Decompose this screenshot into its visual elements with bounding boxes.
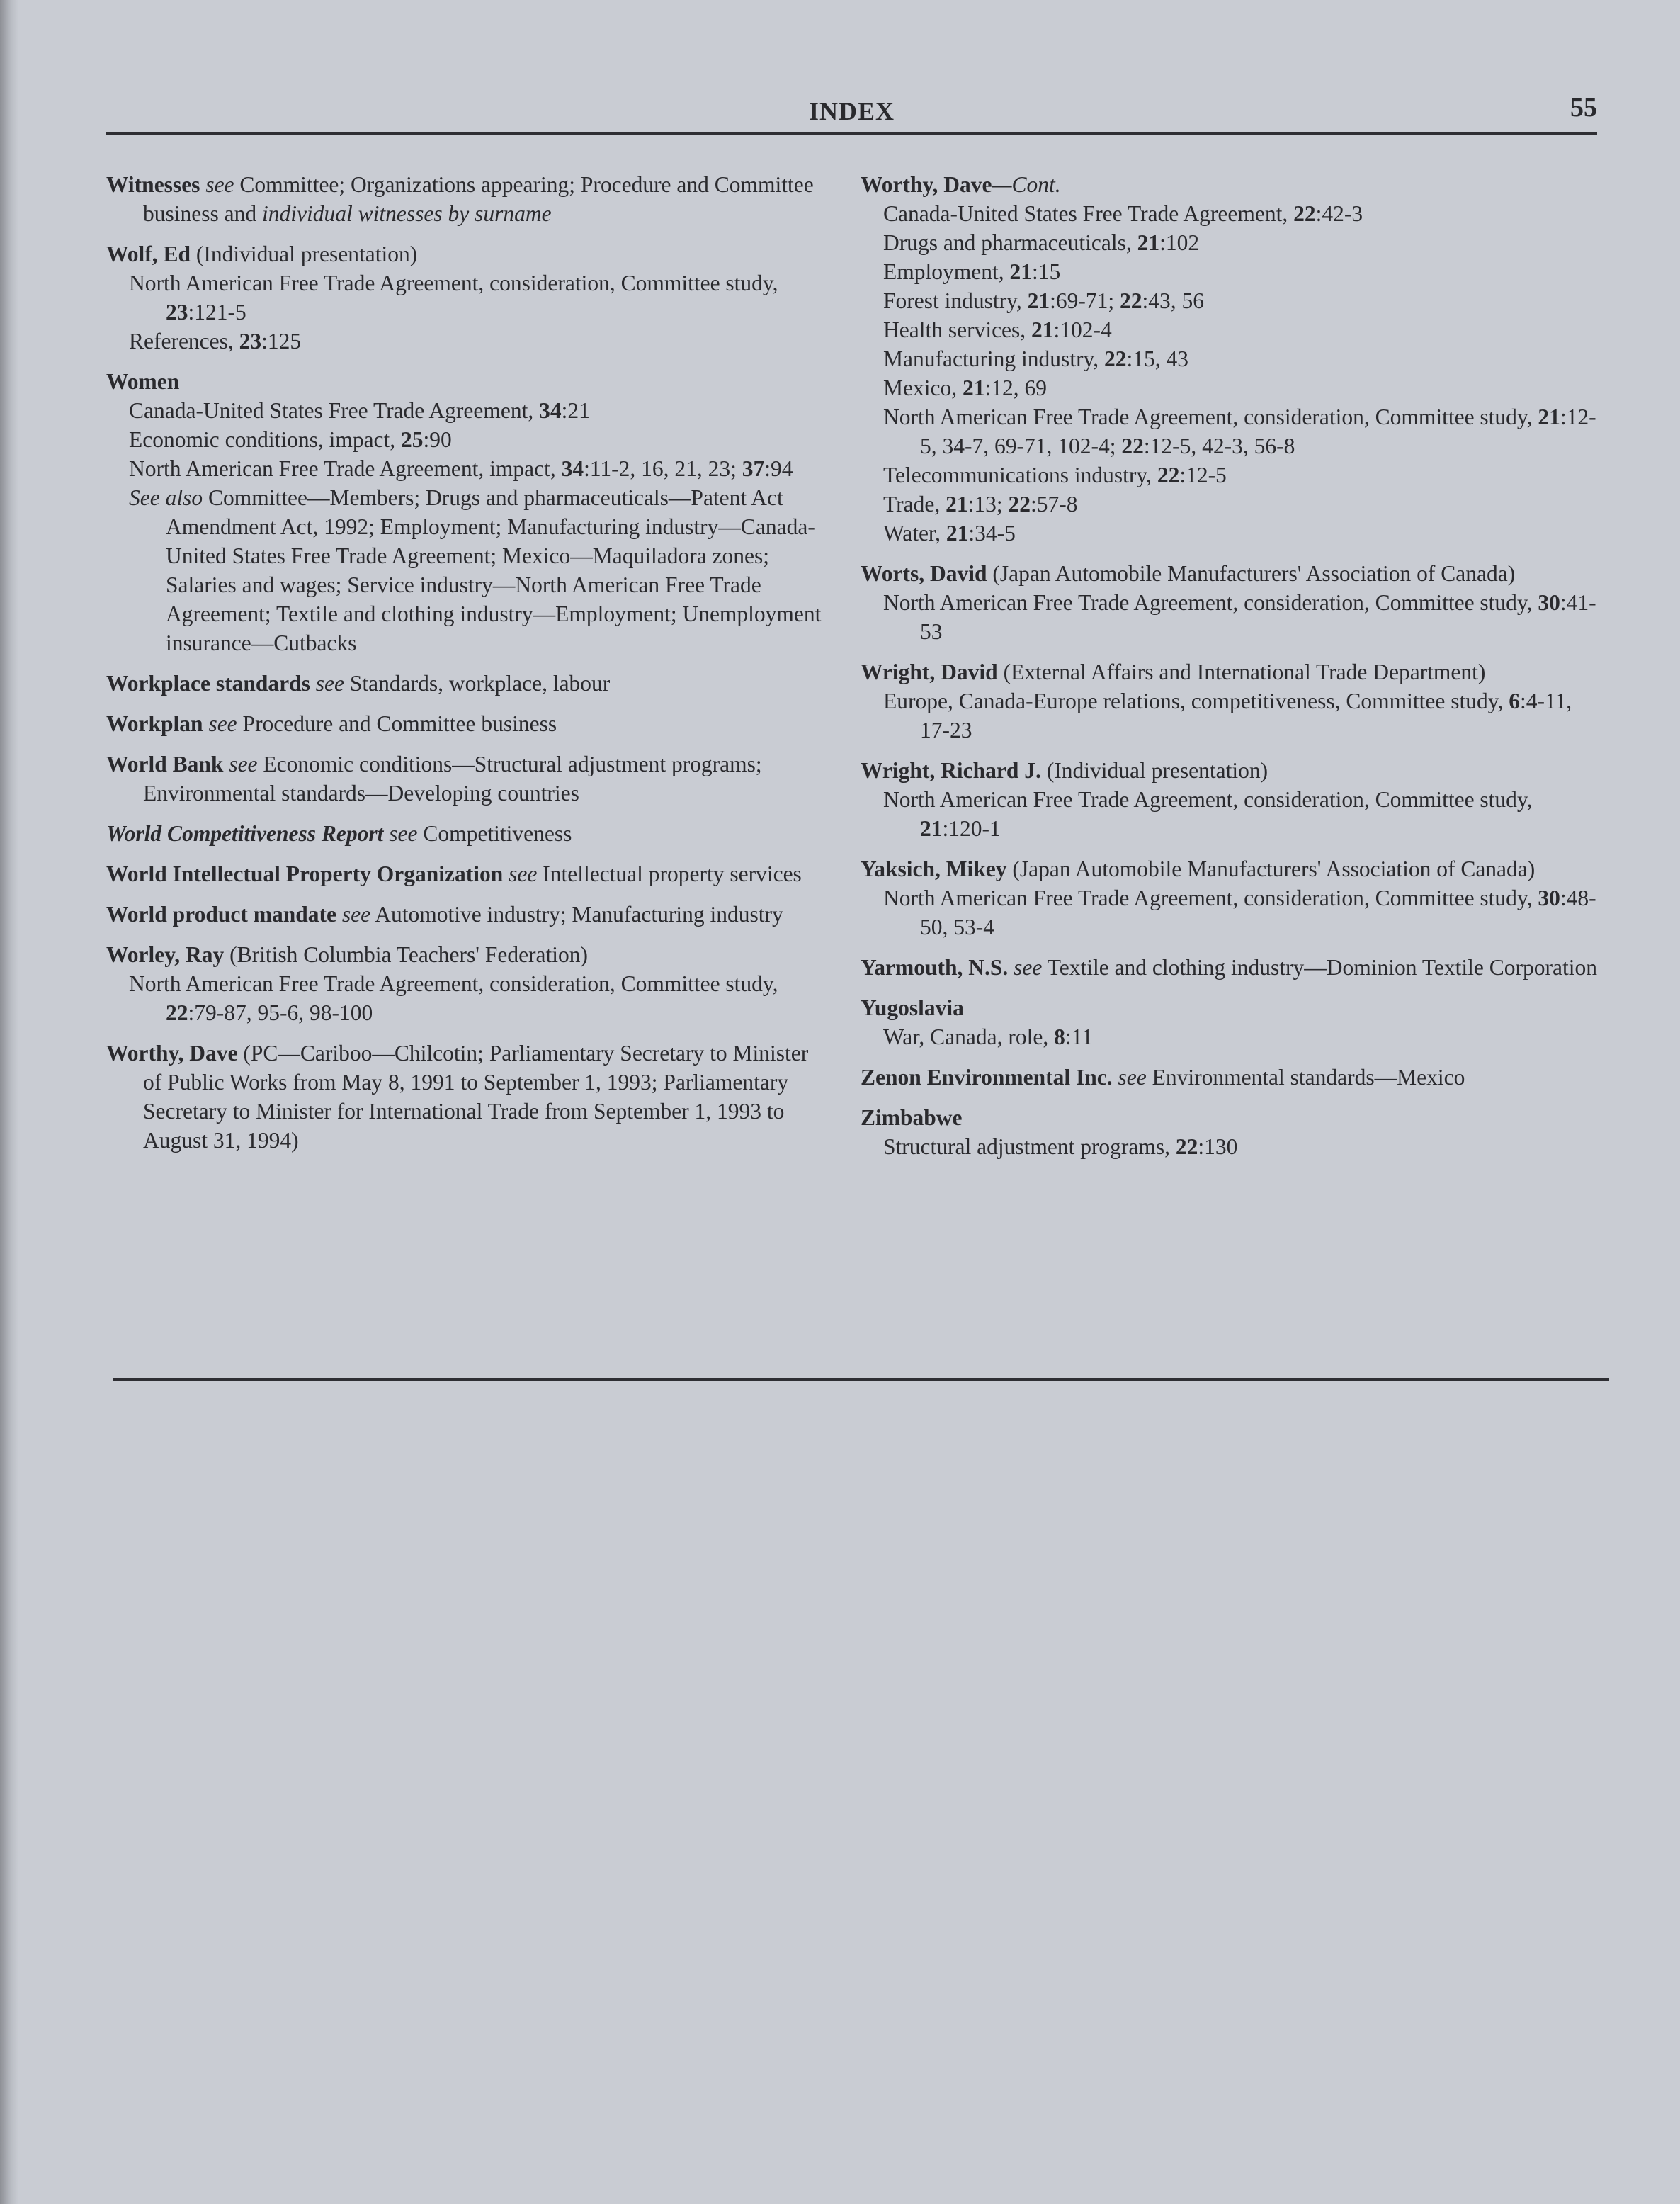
index-subentry — [106, 327, 829, 356]
index-entry — [861, 854, 1604, 942]
index-heading: Yugoslavia — [861, 995, 964, 1020]
see-label: see — [1118, 1065, 1147, 1090]
cross-reference: Textile and clothing industry—Dominion Textile Corporation — [1042, 955, 1597, 980]
cross-reference: Committee; Organizations appearing; Procedure and Committee business and — [143, 172, 814, 226]
index-entry-heading-line — [106, 170, 829, 228]
cross-reference: Automotive industry; Manufacturing industry — [370, 902, 783, 927]
index-entry — [106, 239, 829, 356]
subentry-text: Economic conditions, impact, — [129, 427, 402, 452]
issue-number: 22 — [1175, 1134, 1198, 1159]
index-subentry — [861, 490, 1604, 519]
page-reference: :57-8 — [1030, 492, 1078, 516]
index-heading: Worts, David — [861, 561, 987, 586]
index-subentry — [861, 199, 1604, 228]
issue-number: 22 — [1104, 346, 1127, 371]
index-entry-heading-line — [106, 709, 829, 738]
see-label: see — [509, 861, 538, 886]
subentry-text: Drugs and pharmaceuticals, — [883, 230, 1137, 255]
issue-number: 22 — [166, 1000, 188, 1025]
see-label: see — [341, 902, 371, 927]
index-entry — [106, 1039, 829, 1155]
heading-note: (British Columbia Teachers' Federation) — [224, 942, 589, 967]
page-reference: :125 — [261, 329, 302, 354]
page-reference: :15 — [1031, 259, 1061, 284]
page-reference: :21 — [561, 398, 590, 423]
index-subentry — [861, 228, 1604, 257]
page-reference: :48-50, 53-4 — [920, 886, 1596, 939]
index-entry-heading-line — [106, 900, 829, 929]
index-entry — [106, 709, 829, 738]
issue-number: 25 — [401, 427, 424, 452]
page-reference: :102-4 — [1053, 317, 1112, 342]
subentry-text: Health services, — [883, 317, 1032, 342]
issue-number: 34 — [561, 456, 584, 481]
issue-number: 21 — [946, 521, 969, 546]
subentry-text: Manufacturing industry, — [883, 346, 1105, 371]
index-heading: Yarmouth, N.S. — [861, 955, 1009, 980]
page-reference: :12-5 — [1179, 463, 1227, 487]
subentry-text: North American Free Trade Agreement, impact, — [129, 456, 562, 481]
index-heading: Workplan — [106, 711, 203, 736]
subentry-text: Canada-United States Free Trade Agreement, — [129, 398, 540, 423]
index-entry-heading-line — [861, 953, 1604, 982]
issue-number: 8 — [1054, 1024, 1065, 1049]
issue-number: 21 — [946, 492, 968, 516]
index-entry — [106, 367, 829, 657]
index-subentry — [861, 344, 1604, 373]
issue-number: 21 — [1137, 230, 1160, 255]
subentry-text: North American Free Trade Agreement, consideration, Committee study, — [883, 405, 1538, 429]
index-entry — [106, 900, 829, 929]
index-heading: Wright, David — [861, 660, 998, 684]
index-subentry — [861, 519, 1604, 548]
issue-number: 6 — [1509, 689, 1520, 713]
issue-number: 22 — [1119, 288, 1142, 313]
footer-rule — [113, 1378, 1609, 1381]
index-subentry — [106, 425, 829, 454]
page-reference: :79-87, 95-6, 98-100 — [188, 1000, 373, 1025]
issue-number: 21 — [1031, 317, 1054, 342]
index-entry — [106, 170, 829, 228]
issue-number: 30 — [1538, 886, 1560, 910]
subentry-text: Mexico, — [883, 375, 963, 400]
index-entry-heading-line — [861, 657, 1604, 686]
index-entry-heading-line — [861, 1103, 1604, 1132]
index-entry — [861, 657, 1604, 745]
see-label: see — [315, 671, 345, 696]
index-entry — [861, 559, 1604, 646]
index-entry — [106, 669, 829, 698]
index-entry — [861, 170, 1604, 548]
index-entry-heading-line — [861, 559, 1604, 588]
index-heading: Worley, Ray — [106, 942, 225, 967]
index-entry-heading-line — [106, 819, 829, 848]
index-entry — [861, 756, 1604, 843]
subentry-text: North American Free Trade Agreement, consideration, Committee study, — [883, 590, 1538, 615]
index-entry-heading-line — [861, 1063, 1604, 1092]
subentry-text: Structural adjustment programs, — [883, 1134, 1176, 1159]
issue-number: 22 — [1008, 492, 1031, 516]
index-column-left — [106, 170, 829, 1166]
subentry-text: Trade, — [883, 492, 946, 516]
index-entry-heading-line — [106, 669, 829, 698]
page-reference: :12, 69 — [984, 375, 1047, 400]
issue-number: 21 — [1009, 259, 1032, 284]
index-heading: Zimbabwe — [861, 1105, 963, 1130]
header-rule — [106, 132, 1597, 135]
index-subentry — [861, 686, 1604, 745]
continued-label: —Cont. — [992, 172, 1061, 197]
page-reference: :12-5, 34-7, 69-71, 102-4; — [920, 405, 1596, 458]
cross-reference: Intellectual property services — [537, 861, 802, 886]
index-subentry — [861, 883, 1604, 942]
index-subentry — [861, 373, 1604, 402]
page-edge-shadow — [0, 0, 18, 2204]
page-reference: :4-11, 17-23 — [920, 689, 1572, 742]
page-reference: :34-5 — [968, 521, 1016, 546]
page-reference: :43, 56 — [1142, 288, 1204, 313]
see-also-label: See also — [129, 485, 203, 510]
index-heading: Yaksich, Mikey — [861, 857, 1007, 881]
issue-number: 22 — [1121, 434, 1144, 458]
see-label: see — [208, 711, 237, 736]
issue-number: 37 — [742, 456, 765, 481]
cross-reference: Procedure and Committee business — [237, 711, 557, 736]
index-entry-heading-line — [106, 239, 829, 269]
see-label: see — [205, 172, 234, 197]
subentry-text: Water, — [883, 521, 946, 546]
cross-reference: Competitiveness — [417, 821, 572, 846]
subentry-text: North American Free Trade Agreement, consideration, Committee study, — [883, 886, 1538, 910]
page-reference: :90 — [423, 427, 452, 452]
issue-number: 23 — [239, 329, 262, 354]
index-entry-heading-line — [106, 940, 829, 969]
index-subentry — [106, 454, 829, 483]
index-subentry — [861, 402, 1604, 460]
index-heading: Worthy, Dave — [861, 172, 992, 197]
index-heading: Witnesses — [106, 172, 200, 197]
page-reference: :69-71; — [1050, 288, 1120, 313]
issue-number: 34 — [539, 398, 562, 423]
index-subentry — [861, 286, 1604, 315]
page-reference: :15, 43 — [1126, 346, 1189, 371]
subentry-text: References, — [129, 329, 239, 354]
index-entry-heading-line — [106, 859, 829, 888]
heading-note: (External Affairs and International Trade Department) — [997, 660, 1486, 684]
index-entry-heading-line — [861, 170, 1604, 199]
heading-note: (Japan Automobile Manufacturers' Association of Canada) — [987, 561, 1516, 586]
heading-note: (Japan Automobile Manufacturers' Association of Canada) — [1006, 857, 1536, 881]
subentry-text: War, Canada, role, — [883, 1024, 1055, 1049]
index-heading: World Intellectual Property Organization — [106, 861, 504, 886]
issue-number: 22 — [1157, 463, 1180, 487]
issue-number: 30 — [1538, 590, 1560, 615]
index-entry — [861, 993, 1604, 1051]
index-heading: World Competitiveness Report — [106, 821, 384, 846]
page-reference: :130 — [1198, 1134, 1238, 1159]
index-subentry — [861, 785, 1604, 843]
page-reference: :12-5, 42-3, 56-8 — [1143, 434, 1295, 458]
issue-number: 21 — [1027, 288, 1050, 313]
index-subentry — [106, 969, 829, 1027]
page-reference: :102 — [1159, 230, 1200, 255]
index-subentry — [106, 269, 829, 327]
heading-note: (Individual presentation) — [191, 242, 418, 266]
page-reference: :13; — [967, 492, 1009, 516]
cross-reference: Economic conditions—Structural adjustment programs; Environmental standards—Developing countries — [143, 752, 762, 806]
heading-note: (PC—Cariboo—Chilcotin; Parliamentary Secretary to Minister of Public Works from May 8, 1991 to September 1, 1993; Parliamentary Secretary to Minister for International Trade from September 1, 1993 to August 31, 1994) — [143, 1041, 809, 1153]
index-entry — [106, 819, 829, 848]
index-entry-heading-line — [861, 756, 1604, 785]
index-heading: Zenon Environmental Inc. — [861, 1065, 1113, 1090]
see-also-text: Committee—Members; Drugs and pharmaceuticals—Patent Act Amendment Act, 1992; Employment; Manufacturing industry—Canada-United States Free Trade Agreement; Mexico—Maquiladora zones; Salaries and wages; Service industry—North American Free Trade Agreement; Textile and clothing industry—Employment; Unemployment insurance—Cutbacks — [166, 485, 822, 655]
page-reference: :120-1 — [942, 816, 1001, 841]
issue-number: 21 — [920, 816, 943, 841]
index-entry — [861, 1103, 1604, 1161]
see-also-line — [106, 483, 829, 657]
subentry-text: Employment, — [883, 259, 1010, 284]
subentry-text: Telecommunications industry, — [883, 463, 1157, 487]
page-number: 55 — [1570, 93, 1597, 123]
page-reference: :42-3 — [1315, 201, 1363, 226]
index-heading: World Bank — [106, 752, 224, 776]
index-entry-heading-line — [861, 993, 1604, 1022]
index-entry — [106, 940, 829, 1027]
index-heading: Worthy, Dave — [106, 1041, 238, 1066]
index-entry-heading-line — [106, 750, 829, 808]
index-entry-heading-line — [861, 854, 1604, 883]
index-subentry — [861, 315, 1604, 344]
index-heading: Women — [106, 369, 180, 394]
subentry-text: North American Free Trade Agreement, consideration, Committee study, — [883, 787, 1533, 812]
index-entry — [106, 859, 829, 888]
index-heading: World product mandate — [106, 902, 336, 927]
index-entry — [106, 750, 829, 808]
issue-number: 21 — [1538, 405, 1560, 429]
index-entry-heading-line — [106, 1039, 829, 1155]
see-label: see — [389, 821, 418, 846]
index-entry-heading-line — [106, 367, 829, 396]
subentry-text: North American Free Trade Agreement, consideration, Committee study, — [129, 971, 778, 996]
index-heading: Wolf, Ed — [106, 242, 191, 266]
cross-reference: Environmental standards—Mexico — [1146, 1065, 1465, 1090]
issue-number: 22 — [1293, 201, 1316, 226]
index-subentry — [106, 396, 829, 425]
index-subentry — [861, 1022, 1604, 1051]
subentry-text: Canada-United States Free Trade Agreement, — [883, 201, 1294, 226]
index-heading: Wright, Richard J. — [861, 758, 1041, 783]
index-column-right — [861, 170, 1604, 1172]
index-entry — [861, 1063, 1604, 1092]
index-entry — [861, 953, 1604, 982]
cross-reference-italic: individual witnesses by surname — [262, 201, 552, 226]
page-reference: :94 — [764, 456, 793, 481]
see-label: see — [1014, 955, 1043, 980]
heading-note: (Individual presentation) — [1040, 758, 1268, 783]
index-subentry — [861, 460, 1604, 490]
index-heading: Workplace standards — [106, 671, 310, 696]
subentry-text: Forest industry, — [883, 288, 1028, 313]
subentry-text: Europe, Canada-Europe relations, competitiveness, Committee study, — [883, 689, 1509, 713]
page-reference: :41-53 — [920, 590, 1596, 644]
issue-number: 21 — [962, 375, 985, 400]
see-label: see — [229, 752, 258, 776]
page-reference: :11-2, 16, 21, 23; — [584, 456, 742, 481]
subentry-text: North American Free Trade Agreement, consideration, Committee study, — [129, 271, 778, 295]
page-reference: :121-5 — [188, 300, 246, 324]
cross-reference: Standards, workplace, labour — [344, 671, 611, 696]
index-subentry — [861, 588, 1604, 646]
issue-number: 23 — [166, 300, 188, 324]
index-subentry — [861, 257, 1604, 286]
running-title: INDEX — [808, 97, 895, 125]
page-reference: :11 — [1065, 1024, 1093, 1049]
index-subentry — [861, 1132, 1604, 1161]
